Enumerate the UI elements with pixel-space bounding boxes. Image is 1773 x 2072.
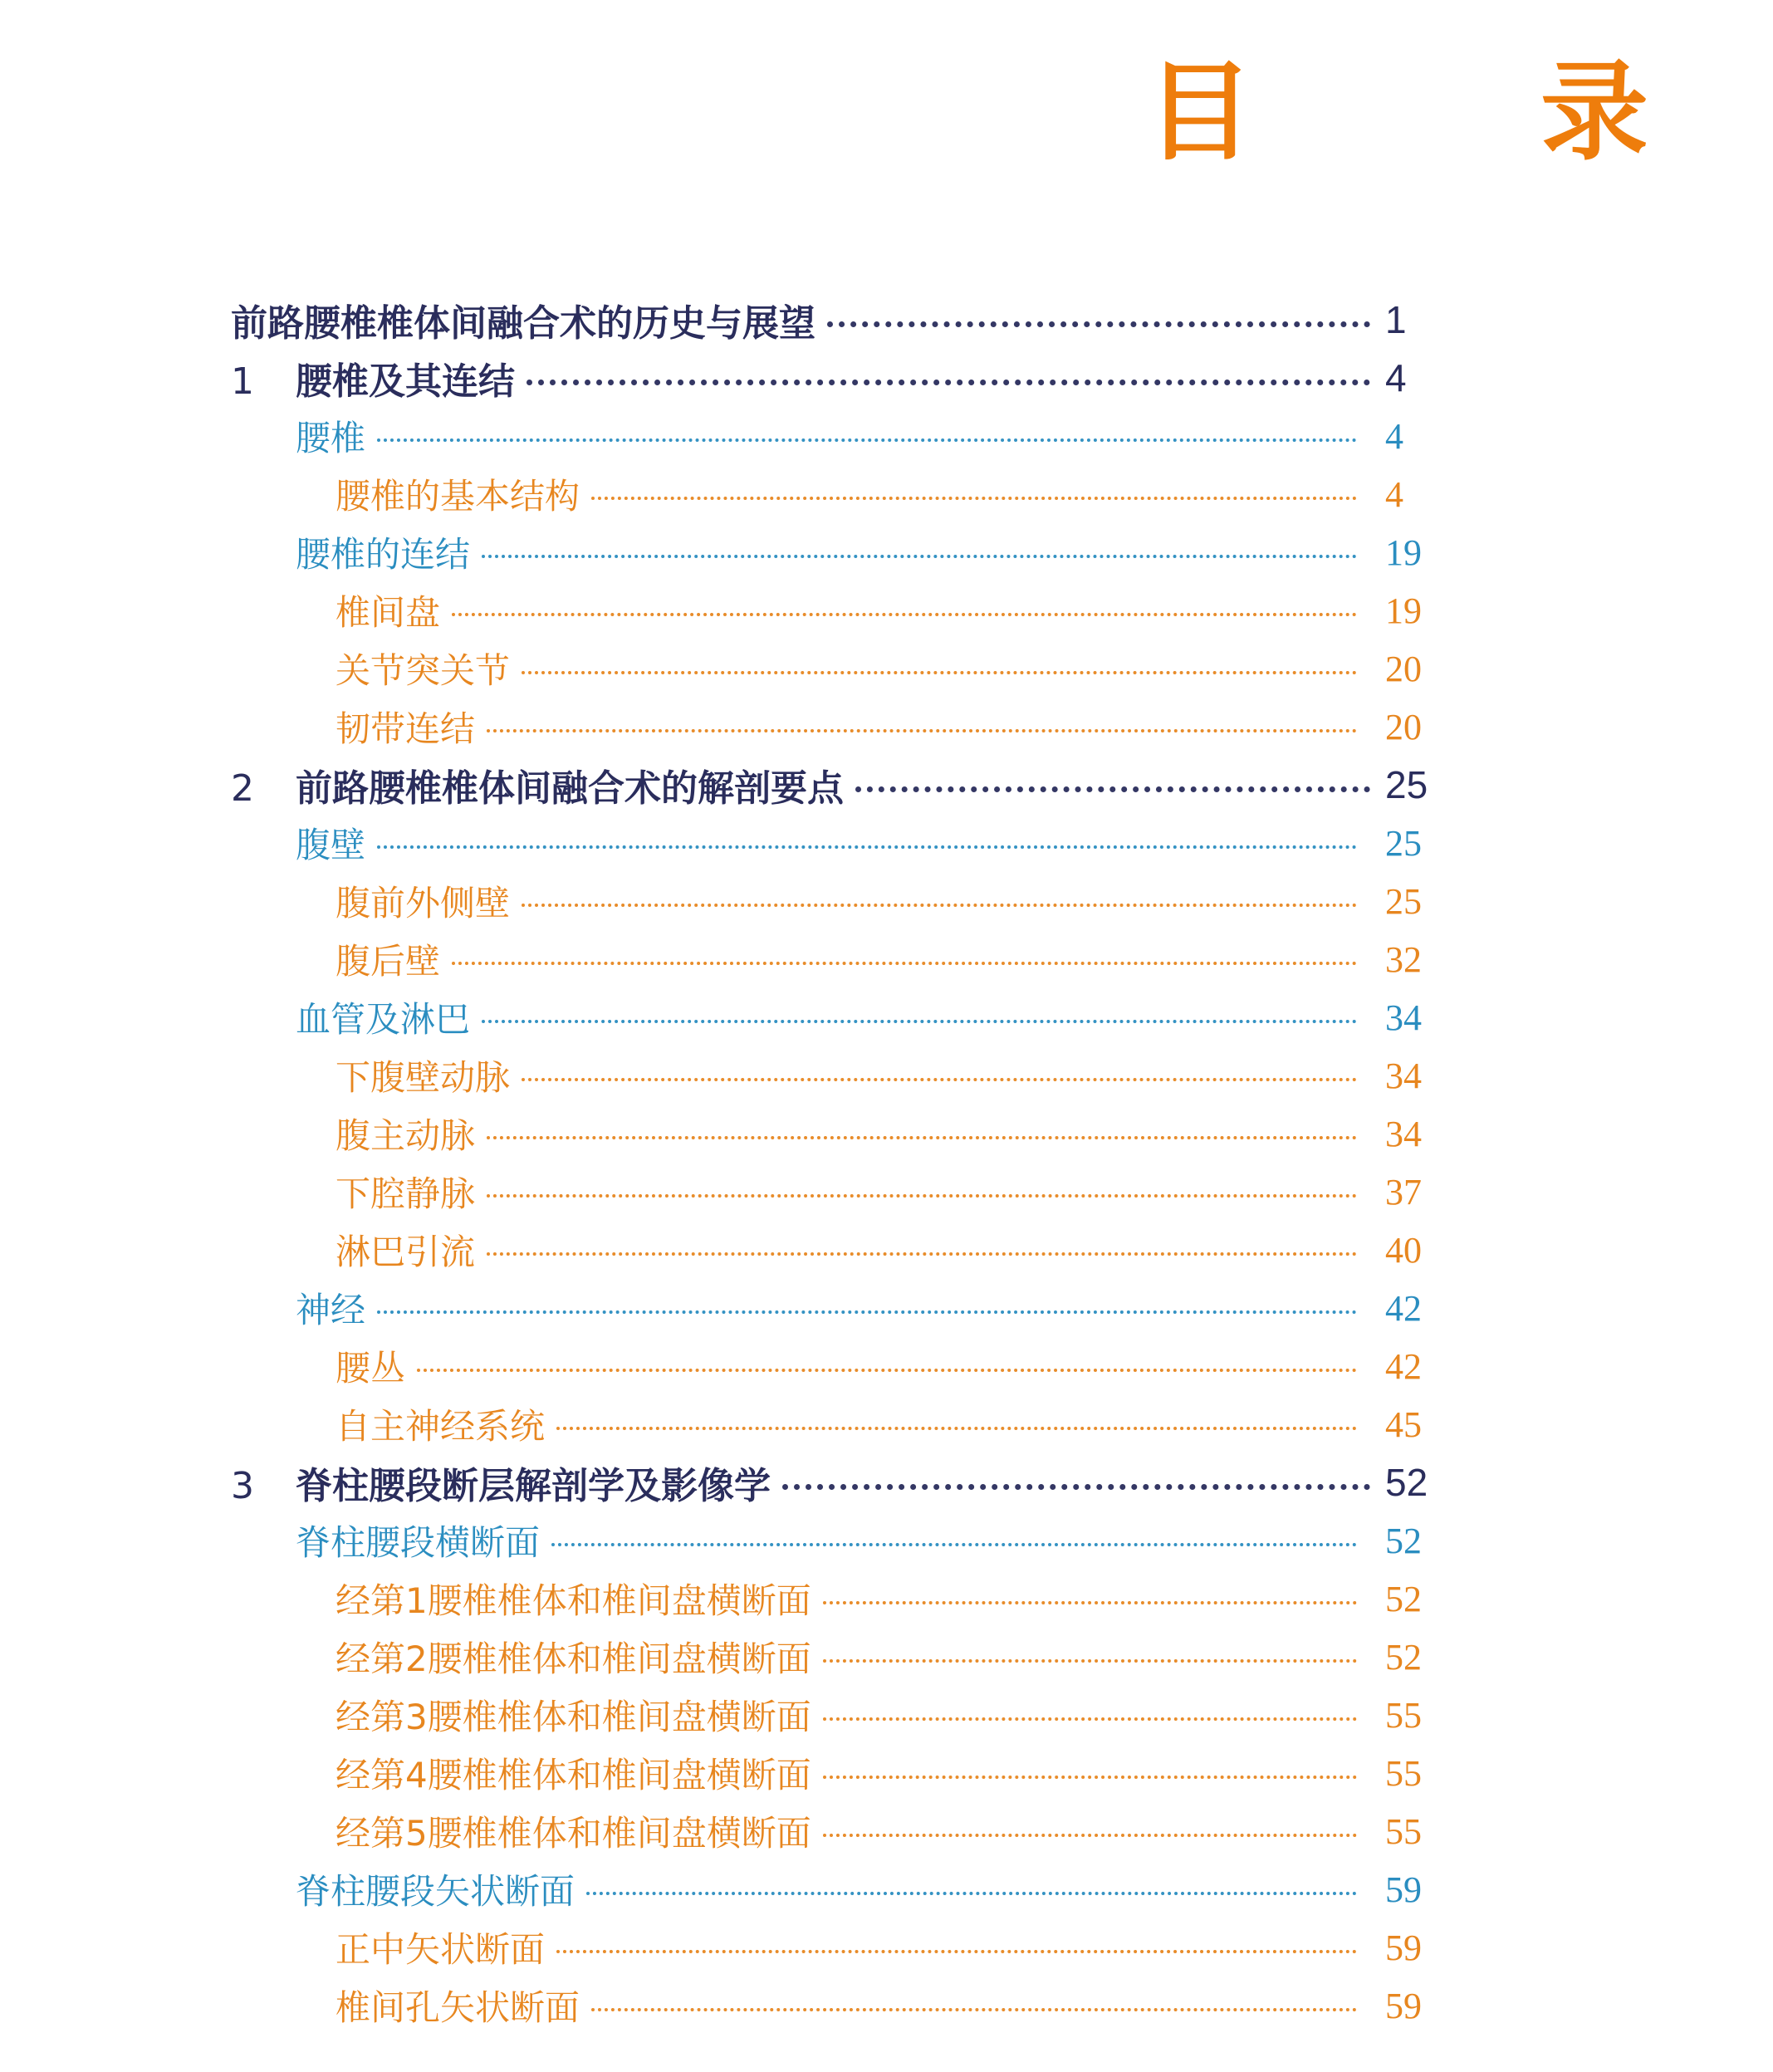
toc-entry-text: 神经	[296, 1290, 366, 1330]
toc-entry-label	[231, 527, 482, 577]
dot-leader	[487, 1194, 1357, 1198]
dot-leader	[482, 555, 1357, 558]
toc-entry-label	[231, 934, 452, 984]
toc-entry-label	[231, 1923, 556, 1972]
toc-page-number: 52	[1385, 1636, 1422, 1678]
toc-entry-text: 经第4腰椎椎体和椎间盘横断面	[335, 1755, 811, 1795]
dot-leader	[487, 1252, 1357, 1256]
chapter-number: 1	[231, 360, 254, 403]
toc-entry-label	[231, 1516, 551, 1565]
toc-entry-label	[231, 644, 522, 693]
toc-section-entry[interactable]	[231, 1511, 1460, 1570]
toc-entry-text: 下腹壁动脉	[335, 1057, 511, 1098]
toc-entry-label	[231, 1632, 823, 1682]
toc-entry-label	[231, 1283, 377, 1333]
toc-page-number: 59	[1385, 1985, 1422, 2026]
toc-subsection-entry[interactable]	[231, 1802, 1460, 1860]
table-of-contents	[231, 291, 1460, 2035]
toc-subsection-entry[interactable]	[231, 1337, 1460, 1395]
dot-leader	[452, 613, 1357, 616]
toc-subsection-entry[interactable]	[231, 1046, 1460, 1105]
toc-subsection-entry[interactable]	[231, 1395, 1460, 1453]
toc-entry-text: 经第1腰椎椎体和椎间盘横断面	[335, 1580, 811, 1621]
dot-leader	[586, 1892, 1357, 1895]
toc-entry-label	[231, 1806, 823, 1856]
dot-leader	[556, 1950, 1357, 1953]
toc-entry-text: 腰丛	[335, 1348, 406, 1389]
toc-entry-label	[231, 758, 855, 811]
toc-subsection-entry[interactable]	[231, 1221, 1460, 1279]
toc-entry-text: 椎间孔矢状断面	[335, 1987, 580, 2028]
dot-leader	[823, 1776, 1357, 1779]
dot-leader	[823, 1659, 1357, 1663]
toc-entry-text: 经第5腰椎椎体和椎间盘横断面	[335, 1813, 811, 1854]
toc-entry-label	[231, 411, 377, 461]
toc-entry-text: 椎间盘	[335, 592, 441, 633]
dot-leader	[527, 380, 1370, 385]
dot-leader	[522, 1078, 1357, 1081]
dot-leader	[782, 1484, 1370, 1490]
toc-entry-label	[231, 1167, 487, 1217]
toc-page-number: 55	[1385, 1810, 1422, 1852]
toc-subsection-entry[interactable]	[231, 872, 1460, 930]
toc-entry-text: 脊柱腰段断层解剖学及影像学	[296, 1465, 771, 1507]
toc-entry-label	[231, 1864, 586, 1914]
toc-subsection-entry[interactable]	[231, 1628, 1460, 1686]
dot-leader	[522, 671, 1357, 674]
dot-leader	[556, 1427, 1357, 1430]
toc-entry-text: 腹前外侧壁	[335, 883, 511, 923]
toc-page-number: 20	[1385, 648, 1422, 689]
page-title: 目 录	[1145, 48, 1773, 175]
toc-page-number: 34	[1385, 1055, 1422, 1096]
toc-subsection-entry[interactable]	[231, 1918, 1460, 1976]
toc-entry-text: 正中矢状断面	[335, 1929, 546, 1970]
toc-subsection-entry[interactable]	[231, 930, 1460, 988]
toc-entry-label	[231, 818, 377, 868]
toc-chapter-entry[interactable]	[231, 1453, 1460, 1511]
toc-entry-label	[231, 293, 827, 346]
toc-page-number: 19	[1385, 590, 1422, 631]
toc-entry-text: 下腔静脉	[335, 1173, 476, 1214]
toc-page-number: 19	[1385, 531, 1422, 573]
toc-entry-label	[231, 1690, 823, 1740]
toc-page-number: 52	[1385, 1578, 1422, 1619]
toc-entry-text: 腰椎及其连结	[296, 360, 515, 403]
toc-page-number: 59	[1385, 1869, 1422, 1910]
toc-entry-text: 韧带连结	[335, 708, 476, 749]
toc-section-entry[interactable]	[231, 988, 1460, 1046]
toc-page-number: 40	[1385, 1229, 1422, 1271]
toc-page-number: 25	[1385, 763, 1428, 806]
toc-page-number: 42	[1385, 1345, 1422, 1387]
toc-entry-label	[231, 876, 522, 926]
toc-page-number: 37	[1385, 1171, 1422, 1212]
toc-page-number: 45	[1385, 1403, 1422, 1445]
toc-subsection-entry[interactable]	[231, 639, 1460, 698]
dot-leader	[487, 729, 1357, 732]
toc-chapter-entry[interactable]	[231, 349, 1460, 407]
dot-leader	[417, 1369, 1357, 1372]
toc-page-number: 55	[1385, 1752, 1422, 1794]
dot-leader	[377, 1310, 1357, 1314]
toc-subsection-entry[interactable]	[231, 465, 1460, 523]
toc-entry-label	[231, 992, 482, 1042]
toc-entry-text: 腰椎的基本结构	[335, 476, 580, 517]
toc-entry-label	[231, 1456, 782, 1509]
toc-page-number: 34	[1385, 1113, 1422, 1154]
toc-section-entry[interactable]	[231, 523, 1460, 581]
toc-page-number: 59	[1385, 1927, 1422, 1968]
toc-subsection-entry[interactable]	[231, 1976, 1460, 2035]
chapter-number: 3	[231, 1465, 254, 1507]
toc-entry-text: 脊柱腰段横断面	[296, 1522, 541, 1563]
toc-entry-text: 自主神经系统	[335, 1406, 546, 1447]
toc-section-entry[interactable]	[231, 1279, 1460, 1337]
toc-entry-label	[231, 1981, 591, 2030]
toc-entry-text: 经第2腰椎椎体和椎间盘横断面	[335, 1638, 811, 1679]
toc-entry-text: 脊柱腰段矢状断面	[296, 1871, 575, 1912]
dot-leader	[855, 786, 1370, 792]
toc-section-entry[interactable]	[231, 814, 1460, 872]
toc-entry-label	[231, 1225, 487, 1275]
dot-leader	[482, 1020, 1357, 1023]
dot-leader	[377, 845, 1357, 849]
toc-entry-text: 关节突关节	[335, 650, 511, 691]
toc-page-number: 34	[1385, 997, 1422, 1038]
toc-entry-label	[231, 1399, 556, 1449]
toc-page-number: 25	[1385, 822, 1422, 864]
toc-page-number: 4	[1385, 356, 1407, 399]
toc-subsection-entry[interactable]	[231, 698, 1460, 756]
toc-entry-text: 血管及淋巴	[296, 999, 471, 1040]
toc-entry-label	[231, 351, 527, 404]
toc-page-number: 32	[1385, 938, 1422, 980]
chapter-number: 2	[231, 767, 254, 810]
toc-page-number: 52	[1385, 1461, 1428, 1504]
toc-section-entry[interactable]	[231, 1860, 1460, 1918]
toc-entry-text: 腰椎的连结	[296, 534, 471, 575]
toc-entry-label	[231, 1574, 823, 1624]
dot-leader	[551, 1543, 1357, 1546]
toc-entry-text: 腹后壁	[335, 941, 441, 982]
toc-page-number: 4	[1385, 415, 1403, 457]
toc-entry-label	[231, 1109, 487, 1158]
toc-page-number: 55	[1385, 1694, 1422, 1736]
toc-entry-text: 前路腰椎椎体间融合术的解剖要点	[296, 767, 844, 810]
toc-chapter-entry[interactable]	[231, 756, 1460, 814]
toc-entry-label	[231, 469, 591, 519]
toc-subsection-entry[interactable]	[231, 1686, 1460, 1744]
dot-leader	[591, 497, 1357, 500]
toc-entry-text: 腹壁	[296, 825, 366, 865]
dot-leader	[827, 321, 1370, 327]
toc-page-number: 4	[1385, 473, 1403, 515]
toc-entry-label	[231, 585, 452, 635]
toc-page-number: 25	[1385, 880, 1422, 922]
toc-chapter-entry[interactable]	[231, 291, 1460, 349]
toc-entry-label	[231, 1051, 522, 1100]
dot-leader	[823, 1601, 1357, 1604]
toc-section-entry[interactable]	[231, 407, 1460, 465]
toc-subsection-entry[interactable]	[231, 1744, 1460, 1802]
toc-page-number: 52	[1385, 1520, 1422, 1561]
dot-leader	[823, 1834, 1357, 1837]
toc-entry-label	[231, 702, 487, 752]
toc-entry-text: 淋巴引流	[335, 1232, 476, 1272]
toc-page-number: 20	[1385, 706, 1422, 747]
toc-entry-text: 腹主动脉	[335, 1115, 476, 1156]
dot-leader	[377, 438, 1357, 442]
toc-subsection-entry[interactable]	[231, 1570, 1460, 1628]
toc-page-number: 42	[1385, 1287, 1422, 1329]
toc-page-number: 1	[1385, 298, 1407, 341]
toc-entry-label	[231, 1341, 417, 1391]
toc-entry-label	[231, 1748, 823, 1798]
dot-leader	[823, 1717, 1357, 1721]
toc-subsection-entry[interactable]	[231, 1163, 1460, 1221]
toc-entry-text: 腰椎	[296, 418, 366, 458]
dot-leader	[591, 2008, 1357, 2011]
dot-leader	[487, 1136, 1357, 1139]
dot-leader	[452, 962, 1357, 965]
dot-leader	[522, 904, 1357, 907]
toc-subsection-entry[interactable]	[231, 581, 1460, 639]
toc-subsection-entry[interactable]	[231, 1105, 1460, 1163]
toc-entry-text: 前路腰椎椎体间融合术的历史与展望	[231, 302, 815, 345]
toc-entry-text: 经第3腰椎椎体和椎间盘横断面	[335, 1697, 811, 1737]
